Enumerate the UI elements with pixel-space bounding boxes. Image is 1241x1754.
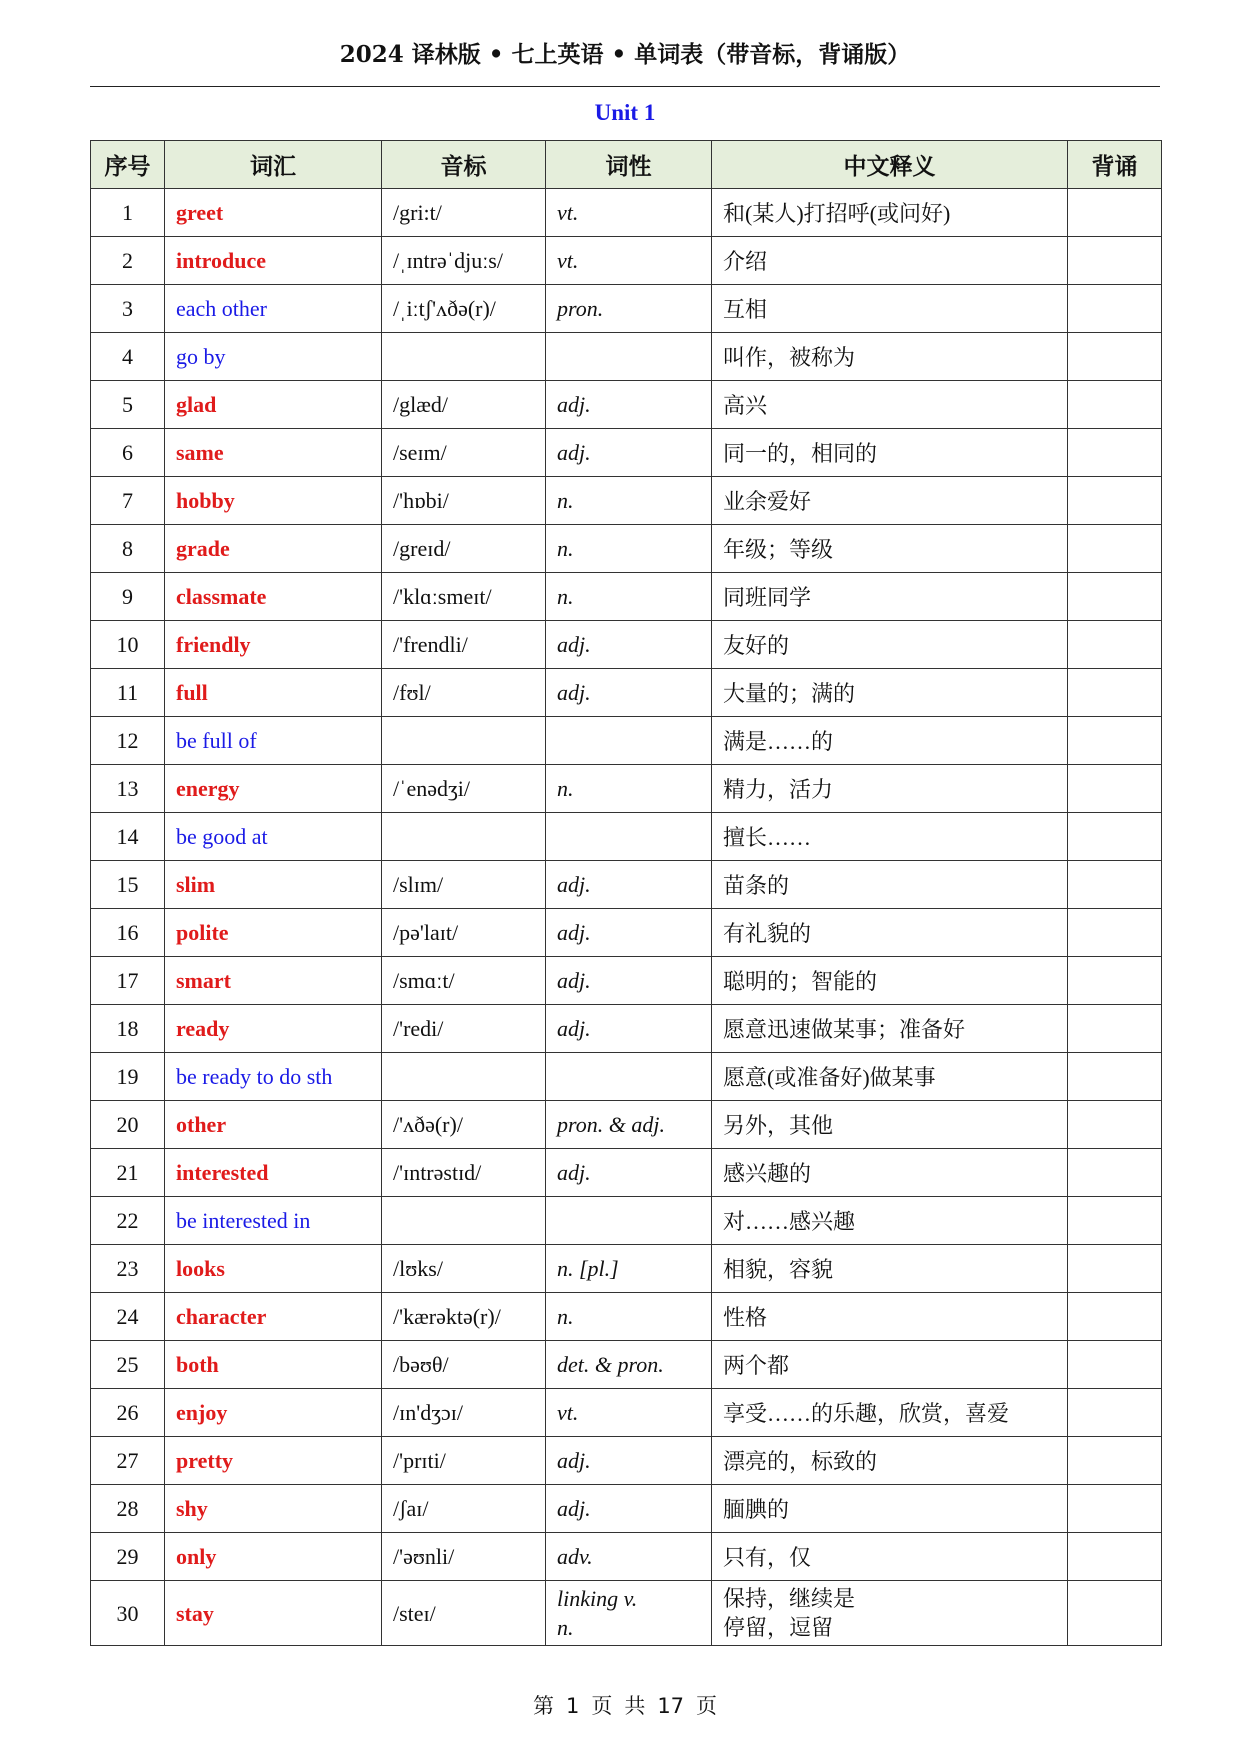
recite-cell [1068,1101,1162,1149]
row-number: 5 [91,381,165,429]
chinese-meaning-line: 停留，逗留 [723,1615,834,1640]
recite-cell [1068,957,1162,1005]
table-row [91,765,1162,813]
vocab-word: other [165,1101,382,1149]
phonetic: /ˈenədʒi/ [382,765,546,813]
row-number: 27 [91,1437,165,1485]
column-header-phonetic: 音标 [382,141,546,189]
table-row [91,1437,1162,1485]
footer-label: 共 [624,1694,646,1718]
phonetic: /slɪm/ [382,861,546,909]
phonetic: /ʃaɪ/ [382,1485,546,1533]
chinese-meaning: 性格 [712,1293,1068,1341]
vocab-word: both [165,1341,382,1389]
recite-cell [1068,477,1162,525]
vocab-word: same [165,429,382,477]
part-of-speech: pron. & adj. [546,1101,712,1149]
part-of-speech: adj. [546,1437,712,1485]
vocab-word: be full of [165,717,382,765]
row-number: 19 [91,1053,165,1101]
row-number: 13 [91,765,165,813]
part-of-speech: adv. [546,1533,712,1581]
phonetic: /'ʌðə(r)/ [382,1101,546,1149]
part-of-speech: adj. [546,669,712,717]
recite-cell [1068,861,1162,909]
table-row [91,1533,1162,1581]
vocab-word: hobby [165,477,382,525]
part-of-speech: n. [546,573,712,621]
table-header-row [91,141,1162,189]
phonetic [382,813,546,861]
phonetic: /steɪ/ [382,1581,546,1646]
part-of-speech [546,333,712,381]
table-row [91,717,1162,765]
table-row [91,429,1162,477]
part-of-speech: n. [pl.] [546,1245,712,1293]
table-row [91,1389,1162,1437]
part-of-speech [546,813,712,861]
phonetic [382,1053,546,1101]
vocab-word: introduce [165,237,382,285]
part-of-speech: n. [546,525,712,573]
phonetic: /fʊl/ [382,669,546,717]
footer-label: 页 [696,1694,718,1718]
recite-cell [1068,717,1162,765]
vocab-word: interested [165,1149,382,1197]
part-of-speech: vt. [546,237,712,285]
table-row [91,957,1162,1005]
chinese-meaning: 感兴趣的 [712,1149,1068,1197]
table-row [91,477,1162,525]
column-header-word: 词汇 [165,141,382,189]
row-number: 11 [91,669,165,717]
table-row [91,189,1162,237]
part-of-speech: adj. [546,1149,712,1197]
chinese-meaning: 聪明的；智能的 [712,957,1068,1005]
table-row [91,1197,1162,1245]
row-number: 24 [91,1293,165,1341]
vocab-word: greet [165,189,382,237]
column-header-part-of-speech: 词性 [546,141,712,189]
page-title: 2024 译林版 • 七上英语 • 单词表（带音标，背诵版） [90,30,1160,87]
recite-cell [1068,381,1162,429]
vocab-word: glad [165,381,382,429]
row-number: 22 [91,1197,165,1245]
table-row [91,813,1162,861]
recite-cell [1068,1197,1162,1245]
row-number: 7 [91,477,165,525]
chinese-meaning: 年级；等级 [712,525,1068,573]
recite-cell [1068,1437,1162,1485]
chinese-meaning: 友好的 [712,621,1068,669]
vocab-word: pretty [165,1437,382,1485]
table-row [91,1581,1162,1646]
vocab-word: smart [165,957,382,1005]
chinese-meaning: 有礼貌的 [712,909,1068,957]
chinese-meaning: 业余爱好 [712,477,1068,525]
part-of-speech: n. [546,1293,712,1341]
vocab-word: energy [165,765,382,813]
row-number: 29 [91,1533,165,1581]
vocab-word: be good at [165,813,382,861]
part-of-speech [546,1053,712,1101]
vocab-word: grade [165,525,382,573]
part-of-speech: adj. [546,429,712,477]
vocab-word: friendly [165,621,382,669]
vocab-word: ready [165,1005,382,1053]
chinese-meaning: 腼腆的 [712,1485,1068,1533]
vocab-word: polite [165,909,382,957]
total-page-count: 17 [657,1694,685,1718]
vocabulary-table [90,140,1162,1646]
vocab-word: looks [165,1245,382,1293]
part-of-speech: vt. [546,1389,712,1437]
table-row [91,621,1162,669]
chinese-meaning: 相貌，容貌 [712,1245,1068,1293]
table-row [91,861,1162,909]
recite-cell [1068,237,1162,285]
row-number: 17 [91,957,165,1005]
vocab-word: shy [165,1485,382,1533]
row-number: 15 [91,861,165,909]
chinese-meaning: 漂亮的，标致的 [712,1437,1068,1485]
recite-cell [1068,765,1162,813]
column-header-recite: 背诵 [1068,141,1162,189]
unit-title: Unit 1 [594,100,656,125]
part-of-speech-line: n. [557,1615,574,1640]
table-row [91,1005,1162,1053]
row-number: 10 [91,621,165,669]
part-of-speech: adj. [546,1485,712,1533]
vocab-word: go by [165,333,382,381]
chinese-meaning: 享受……的乐趣，欣赏，喜爱 [712,1389,1068,1437]
part-of-speech: det. & pron. [546,1341,712,1389]
recite-cell [1068,1005,1162,1053]
part-of-speech: adj. [546,381,712,429]
chinese-meaning: 大量的；满的 [712,669,1068,717]
chinese-meaning: 对……感兴趣 [712,1197,1068,1245]
part-of-speech [546,717,712,765]
row-number: 6 [91,429,165,477]
chinese-meaning: 只有，仅 [712,1533,1068,1581]
table-row [91,573,1162,621]
table-row [91,1149,1162,1197]
table-row [91,285,1162,333]
chinese-meaning [712,1581,1068,1646]
vocab-word: only [165,1533,382,1581]
table-row [91,909,1162,957]
row-number: 30 [91,1581,165,1646]
phonetic: /'prɪti/ [382,1437,546,1485]
recite-cell [1068,1389,1162,1437]
recite-cell [1068,1149,1162,1197]
row-number: 18 [91,1005,165,1053]
recite-cell [1068,285,1162,333]
table-row [91,333,1162,381]
row-number: 28 [91,1485,165,1533]
table-row [91,1485,1162,1533]
table-row [91,1341,1162,1389]
phonetic: /bəʊθ/ [382,1341,546,1389]
phonetic: /greɪd/ [382,525,546,573]
phonetic: /ˌiːtʃ'ʌðə(r)/ [382,285,546,333]
footer-label: 页 [591,1694,613,1718]
table-row [91,237,1162,285]
part-of-speech: adj. [546,621,712,669]
page-footer [90,1690,1160,1720]
phonetic: /'klɑːsmeɪt/ [382,573,546,621]
chinese-meaning: 苗条的 [712,861,1068,909]
phonetic: /smɑːt/ [382,957,546,1005]
chinese-meaning: 两个都 [712,1341,1068,1389]
chinese-meaning-line: 保持，继续是 [723,1586,856,1611]
part-of-speech: adj. [546,957,712,1005]
table-row [91,1245,1162,1293]
phonetic [382,717,546,765]
recite-cell [1068,1533,1162,1581]
vocab-word: be interested in [165,1197,382,1245]
phonetic: /'hɒbi/ [382,477,546,525]
phonetic: /'əʊnli/ [382,1533,546,1581]
table-row [91,1101,1162,1149]
recite-cell [1068,189,1162,237]
part-of-speech: pron. [546,285,712,333]
recite-cell [1068,1245,1162,1293]
chinese-meaning: 愿意迅速做某事；准备好 [712,1005,1068,1053]
chinese-meaning: 互相 [712,285,1068,333]
recite-cell [1068,1053,1162,1101]
part-of-speech: adj. [546,861,712,909]
vocab-word: each other [165,285,382,333]
table-row [91,525,1162,573]
table-row [91,1293,1162,1341]
phonetic: /pə'laɪt/ [382,909,546,957]
table-row [91,381,1162,429]
row-number: 25 [91,1341,165,1389]
row-number: 16 [91,909,165,957]
table-body [91,189,1162,1646]
part-of-speech [546,1581,712,1646]
chinese-meaning: 精力，活力 [712,765,1068,813]
row-number: 14 [91,813,165,861]
part-of-speech-line: linking v. [557,1586,638,1611]
phonetic: /glæd/ [382,381,546,429]
row-number: 9 [91,573,165,621]
current-page-number: 1 [565,1694,580,1718]
table-row [91,1053,1162,1101]
row-number: 4 [91,333,165,381]
row-number: 20 [91,1101,165,1149]
part-of-speech: adj. [546,909,712,957]
phonetic: /'kærəktə(r)/ [382,1293,546,1341]
chinese-meaning: 叫作，被称为 [712,333,1068,381]
recite-cell [1068,1341,1162,1389]
row-number: 3 [91,285,165,333]
part-of-speech: n. [546,477,712,525]
part-of-speech: adj. [546,1005,712,1053]
table-row [91,669,1162,717]
row-number: 2 [91,237,165,285]
chinese-meaning: 愿意(或准备好)做某事 [712,1053,1068,1101]
phonetic: /'redi/ [382,1005,546,1053]
phonetic [382,1197,546,1245]
phonetic: /gri:t/ [382,189,546,237]
recite-cell [1068,429,1162,477]
phonetic [382,333,546,381]
chinese-meaning: 另外，其他 [712,1101,1068,1149]
chinese-meaning: 擅长…… [712,813,1068,861]
recite-cell [1068,621,1162,669]
vocab-word: stay [165,1581,382,1646]
row-number: 1 [91,189,165,237]
column-header-meaning: 中文释义 [712,141,1068,189]
row-number: 26 [91,1389,165,1437]
chinese-meaning: 满是……的 [712,717,1068,765]
recite-cell [1068,1293,1162,1341]
recite-cell [1068,333,1162,381]
footer-label: 第 [532,1694,554,1718]
part-of-speech [546,1197,712,1245]
row-number: 21 [91,1149,165,1197]
recite-cell [1068,525,1162,573]
column-header-number: 序号 [91,141,165,189]
vocab-word: character [165,1293,382,1341]
vocab-word: enjoy [165,1389,382,1437]
vocab-word: slim [165,861,382,909]
row-number: 23 [91,1245,165,1293]
row-number: 8 [91,525,165,573]
recite-cell [1068,813,1162,861]
phonetic: /ɪn'dʒɔɪ/ [382,1389,546,1437]
phonetic: /lʊks/ [382,1245,546,1293]
chinese-meaning: 和(某人)打招呼(或问好) [712,189,1068,237]
vocab-word: be ready to do sth [165,1053,382,1101]
recite-cell [1068,1485,1162,1533]
chinese-meaning: 介绍 [712,237,1068,285]
recite-cell [1068,1581,1162,1646]
recite-cell [1068,573,1162,621]
row-number: 12 [91,717,165,765]
phonetic: /seɪm/ [382,429,546,477]
chinese-meaning: 高兴 [712,381,1068,429]
chinese-meaning: 同班同学 [712,573,1068,621]
phonetic: /ˌɪntrəˈdjuːs/ [382,237,546,285]
vocab-word: classmate [165,573,382,621]
part-of-speech: n. [546,765,712,813]
part-of-speech: vt. [546,189,712,237]
vocab-word: full [165,669,382,717]
phonetic: /'frendli/ [382,621,546,669]
recite-cell [1068,669,1162,717]
phonetic: /'ɪntrəstɪd/ [382,1149,546,1197]
recite-cell [1068,909,1162,957]
chinese-meaning: 同一的，相同的 [712,429,1068,477]
